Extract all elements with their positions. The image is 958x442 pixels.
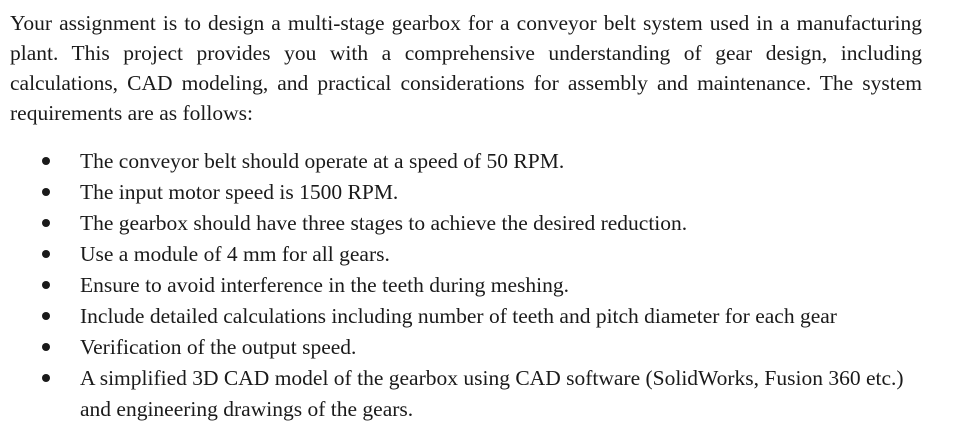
requirement-item (10, 177, 922, 208)
requirement-text: A simplified 3D CAD model of the gearbox using CAD software (SolidWorks, Fusion 360 etc.) and engineering drawings of the gears. (80, 366, 904, 421)
requirement-item (10, 146, 922, 177)
bullet-icon (42, 374, 50, 382)
requirement-item (10, 208, 922, 239)
requirement-text: Ensure to avoid interference in the teeth during meshing. (80, 273, 569, 297)
requirement-item (10, 239, 922, 270)
bullet-icon (42, 343, 50, 351)
requirements-list (10, 146, 922, 425)
bullet-icon (42, 188, 50, 196)
requirement-item (10, 301, 922, 332)
requirement-text: Use a module of 4 mm for all gears. (80, 242, 390, 266)
bullet-icon (42, 250, 50, 258)
requirement-text: Verification of the output speed. (80, 335, 357, 359)
requirement-text: Include detailed calculations including number of teeth and pitch diameter for each gear (80, 304, 837, 328)
bullet-icon (42, 219, 50, 227)
requirement-item (10, 332, 922, 363)
requirement-text: The input motor speed is 1500 RPM. (80, 180, 399, 204)
requirement-text: The gearbox should have three stages to achieve the desired reduction. (80, 211, 688, 235)
requirement-item (10, 363, 922, 425)
intro-paragraph: Your assignment is to design a multi-stage gearbox for a conveyor belt system used in a manufacturing plant. This project provides you with a comprehensive understanding of gear design, including calculations, CAD modeling, and practical considerations for assembly and maintenance. The system requirements are as follows: (10, 11, 922, 125)
requirement-text: The conveyor belt should operate at a speed of 50 RPM. (80, 149, 565, 173)
requirement-item (10, 270, 922, 301)
bullet-icon (42, 157, 50, 165)
bullet-icon (42, 312, 50, 320)
bullet-icon (42, 281, 50, 289)
